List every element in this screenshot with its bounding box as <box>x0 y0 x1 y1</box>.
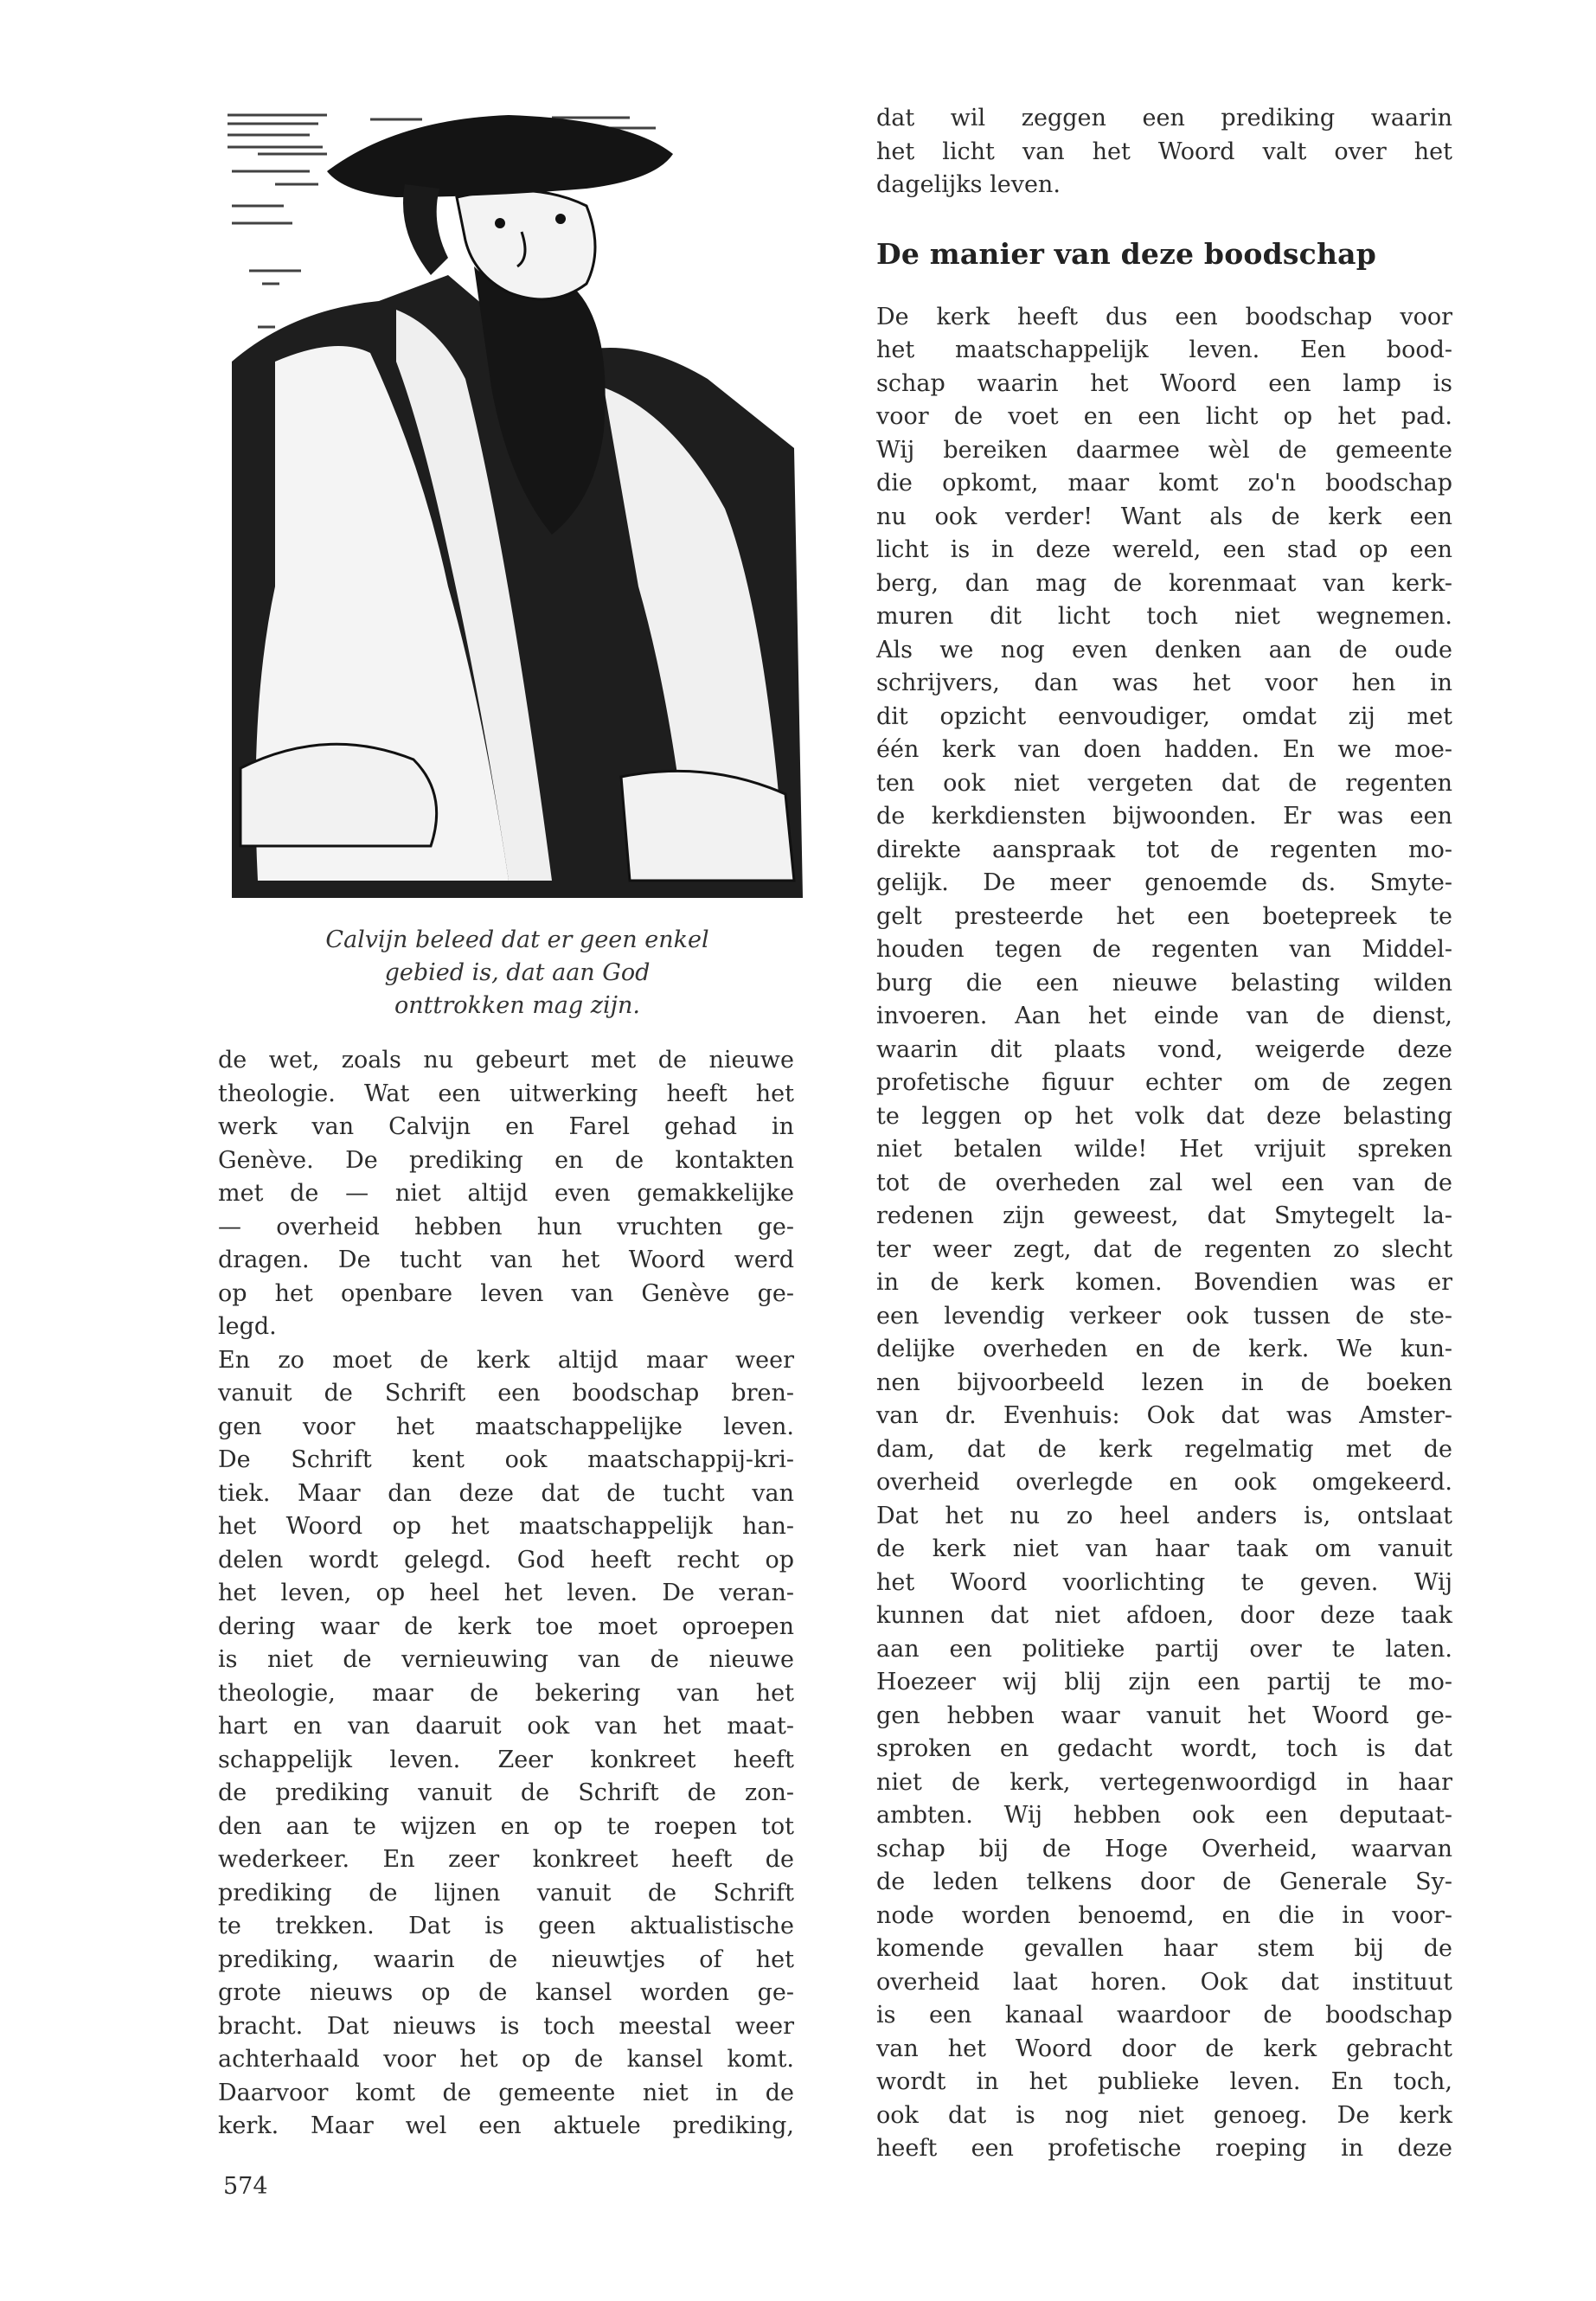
text-line: Genève. De prediking en de kontakten <box>218 1146 794 1174</box>
text-line: schap waarin het Woord een lamp is <box>876 369 1452 397</box>
text-line: sproken en gedacht wordt, toch is dat <box>876 1735 1452 1762</box>
text-line: de kerk niet van haar taak om vanuit <box>876 1535 1452 1562</box>
text-line: En zo moet de kerk altijd maar weer <box>218 1346 794 1374</box>
text-line: gelijk. De meer genoemde ds. Smyte- <box>876 869 1452 896</box>
text-line: het maatschappelijk leven. Een bood- <box>876 336 1452 363</box>
text-line: prediking, waarin de nieuwtjes of het <box>218 1945 794 1973</box>
text-line: licht is in deze wereld, een stad op een <box>876 536 1452 563</box>
text-line: overheid overlegde en ook omgekeerd. <box>876 1469 1452 1496</box>
text-line: dit opzicht eenvoudiger, omdat zij met <box>876 702 1452 730</box>
text-line: het Woord op het maatschappelijk han- <box>218 1513 794 1540</box>
text-line: De Schrift kent ook maatschappij-kri- <box>218 1446 794 1473</box>
text-line: legd. <box>218 1313 277 1340</box>
text-line: heeft een profetische roeping in deze <box>876 2135 1452 2162</box>
text-line: ter weer zegt, dat de regenten zo slecht <box>876 1235 1452 1263</box>
right-column-text <box>876 102 1452 2166</box>
text-line: gen hebben waar vanuit het Woord ge- <box>876 1702 1452 1729</box>
text-line: het Woord voorlichting te geven. Wij <box>876 1568 1452 1596</box>
text-line: van het Woord door de kerk gebracht <box>876 2035 1452 2062</box>
text-line: dagelijks leven. <box>876 171 1061 198</box>
text-line: hart en van daaruit ook van het maat- <box>218 1713 794 1740</box>
text-line: waarin dit plaats vond, weigerde deze <box>876 1035 1452 1063</box>
text-line: tiek. Maar dan deze dat de tucht van <box>218 1479 794 1507</box>
text-line: de leden telkens door de Generale Sy- <box>876 1868 1452 1895</box>
text-line: burg die een nieuwe belasting wilden <box>876 969 1452 997</box>
left-column-text <box>218 1044 794 2144</box>
text-line: één kerk van doen hadden. En we moe- <box>876 736 1452 763</box>
text-line: redenen zijn geweest, dat Smytegelt la- <box>876 1202 1452 1229</box>
text-line: in de kerk komen. Bovendien was er <box>876 1269 1452 1296</box>
text-line: grote nieuws op de kansel worden ge- <box>218 1979 794 2006</box>
text-line: niet de kerk, vertegenwoordigd in haar <box>876 1768 1452 1796</box>
text-line: voor de voet en een licht op het pad. <box>876 403 1452 430</box>
text-line: houden tegen de regenten van Middel- <box>876 936 1452 963</box>
text-line: — overheid hebben hun vruchten ge- <box>218 1213 794 1240</box>
text-line: aan een politieke partij over te laten. <box>876 1635 1452 1663</box>
text-line: den aan te wijzen en op te roepen tot <box>218 1812 794 1840</box>
text-line: delijke overheden en de kerk. We kun- <box>876 1336 1452 1362</box>
text-line: niet betalen wilde! Het vrijuit spreken <box>876 1136 1452 1163</box>
text-line: Hoezeer wij blij zijn een partij te mo- <box>876 1669 1452 1695</box>
text-line: direkte aanspraak tot de regenten mo- <box>876 836 1452 863</box>
text-line: nen bijvoorbeeld lezen in de boeken <box>876 1368 1452 1396</box>
text-line: invoeren. Aan het einde van de dienst, <box>876 1003 1452 1029</box>
text-line: berg, dan mag de korenmaat van kerk- <box>876 569 1452 597</box>
text-line: met de — niet altijd even gemakkelijke <box>218 1180 794 1207</box>
text-line: Als we nog even denken aan de oude <box>876 636 1452 663</box>
text-line: achterhaald voor het op de kansel komt. <box>218 2046 794 2073</box>
text-line: de wet, zoals nu gebeurt met de nieuwe <box>218 1047 794 1074</box>
section-heading: De manier van deze boodschap <box>876 236 1377 271</box>
text-line: overheid laat horen. Ook dat instituut <box>876 1968 1452 1996</box>
text-line: werk van Calvijn en Farel gehad in <box>218 1113 794 1140</box>
text-line: schrijvers, dan was het voor hen in <box>876 670 1452 696</box>
text-line: de kerkdiensten bijwoonden. Er was een <box>876 803 1452 830</box>
caption-line: gebied is, dat aan God <box>384 959 651 986</box>
text-line: node worden benoemd, en die in voor- <box>876 1901 1452 1929</box>
text-line: profetische figuur echter om de zegen <box>876 1069 1452 1096</box>
text-line: Dat het nu zo heel anders is, ontslaat <box>876 1502 1452 1529</box>
text-line: bracht. Dat nieuws is toch meestal weer <box>218 2012 794 2040</box>
text-line: kerk. Maar wel een aktuele prediking, <box>218 2112 794 2139</box>
text-line: wederkeer. En zeer konkreet heeft de <box>218 1846 794 1873</box>
caption-line: Calvijn beleed dat er geen enkel <box>325 926 709 953</box>
text-line: delen wordt gelegd. God heeft recht op <box>218 1546 794 1574</box>
text-line: te trekken. Dat is geen aktualistische <box>218 1913 794 1939</box>
text-line: op het openbare leven van Genève ge- <box>218 1279 794 1307</box>
text-line: dam, dat de kerk regelmatig met de <box>876 1435 1452 1463</box>
text-line: Daarvoor komt de gemeente niet in de <box>218 2079 794 2106</box>
text-line: ook dat is nog niet genoeg. De kerk <box>876 2101 1452 2129</box>
text-line: De kerk heeft dus een boodschap voor <box>876 303 1452 330</box>
text-line: theologie. Wat een uitwerking heeft het <box>218 1080 794 1107</box>
text-line: dering waar de kerk toe moet oproepen <box>218 1612 794 1640</box>
text-line: tot de overheden zal wel een van de <box>876 1169 1452 1196</box>
text-line: vanuit de Schrift een boodschap bren- <box>218 1380 794 1407</box>
text-line: wordt in het publieke leven. En toch, <box>876 2068 1452 2095</box>
caption-line: onttrokken mag zijn. <box>394 992 640 1019</box>
text-line: theologie, maar de bekering van het <box>218 1679 794 1707</box>
portrait-engraving-icon <box>223 102 811 902</box>
text-line: komende gevallen haar stem bij de <box>876 1935 1452 1962</box>
text-line: het leven, op heel het leven. De veran- <box>218 1580 794 1606</box>
text-line: van dr. Evenhuis: Ook dat was Amster- <box>876 1402 1452 1429</box>
text-line: ambten. Wij hebben ook een deputaat- <box>876 1802 1452 1829</box>
text-line: kunnen dat niet afdoen, door deze taak <box>876 1602 1452 1629</box>
portrait-figure <box>223 102 811 902</box>
text-line: dat wil zeggen een prediking waarin <box>876 105 1452 131</box>
text-line: het licht van het Woord valt over het <box>876 138 1452 165</box>
text-line: ten ook niet vergeten dat de regenten <box>876 769 1452 797</box>
text-line: prediking de lijnen vanuit de Schrift <box>218 1879 794 1907</box>
text-line: dragen. De tucht van het Woord werd <box>218 1247 794 1273</box>
text-line: is niet de vernieuwing van de nieuwe <box>218 1646 794 1673</box>
text-line: muren dit licht toch niet wegnemen. <box>876 603 1452 630</box>
page-number: 574 <box>223 2173 268 2200</box>
text-line: schap bij de Hoge Overheid, waarvan <box>876 1835 1452 1862</box>
figure-caption <box>223 924 811 1022</box>
text-line: gelt presteerde het een boetepreek te <box>876 902 1452 930</box>
text-line: te leggen op het volk dat deze belasting <box>876 1102 1452 1130</box>
text-line: schappelijk leven. Zeer konkreet heeft <box>218 1746 794 1773</box>
text-line: gen voor het maatschappelijke leven. <box>218 1413 794 1440</box>
text-line: een levendig verkeer ook tussen de ste- <box>876 1302 1452 1330</box>
text-line: Wij bereiken daarmee wèl de gemeente <box>876 436 1452 464</box>
text-line: is een kanaal waardoor de boodschap <box>876 2002 1452 2029</box>
text-line: de prediking vanuit de Schrift de zon- <box>218 1779 794 1806</box>
text-line: nu ook verder! Want als de kerk een <box>876 503 1452 530</box>
text-line: die opkomt, maar komt zo'n boodschap <box>876 470 1452 497</box>
